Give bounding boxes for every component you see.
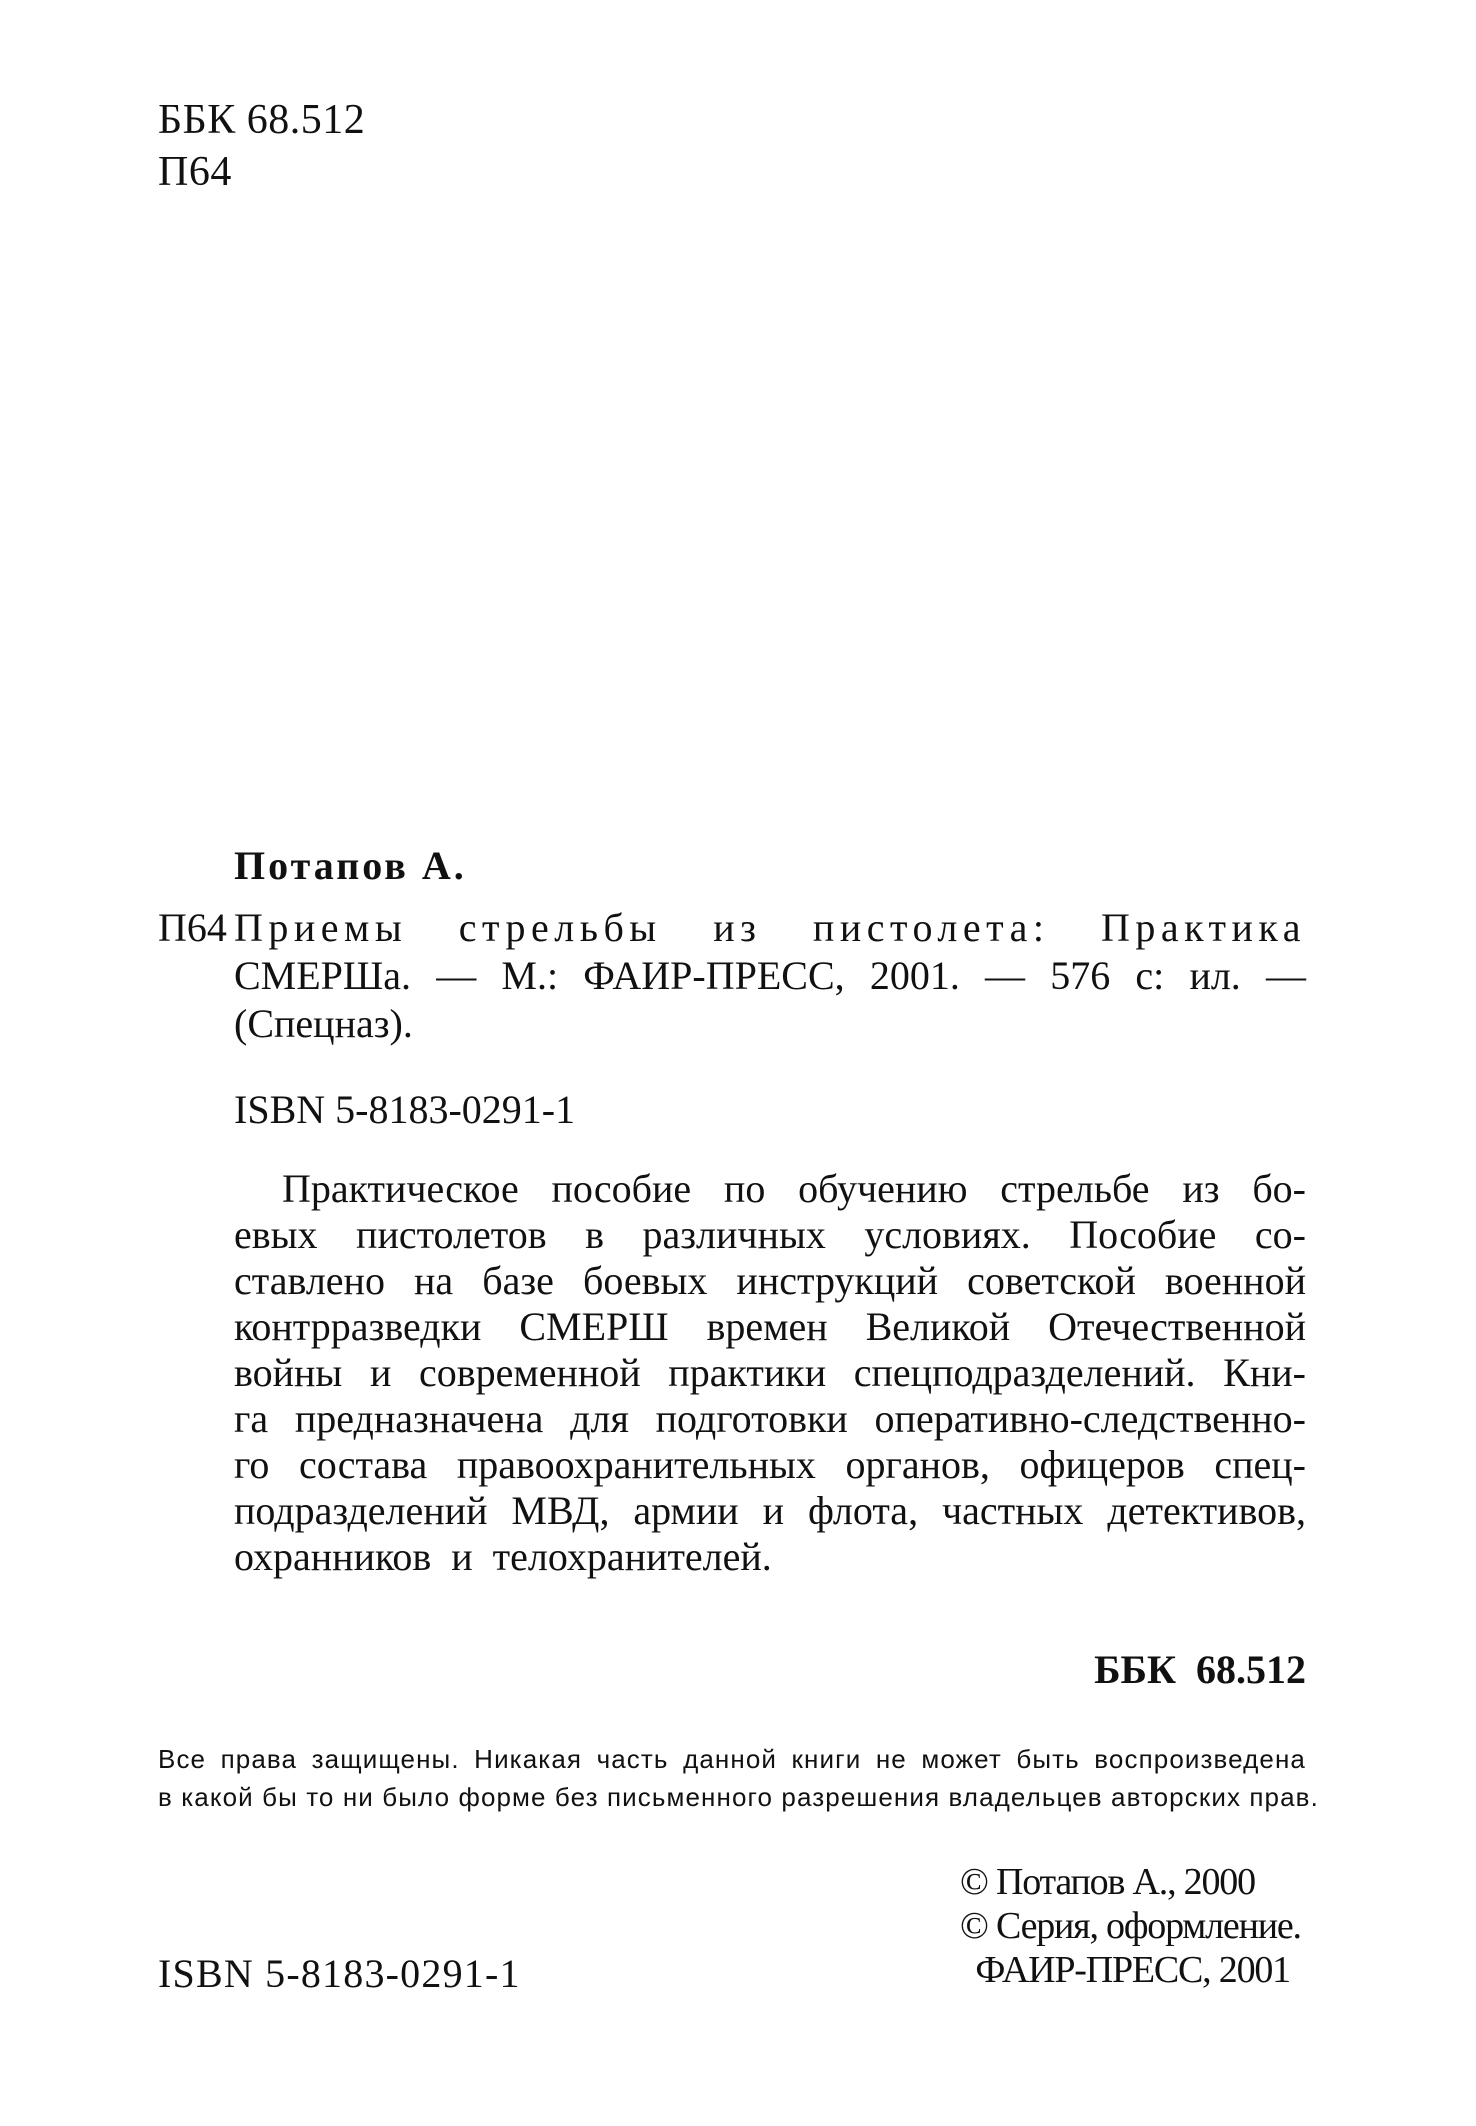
copyright-block — [960, 1860, 1301, 1992]
annotation-line: охранников и телохранителей. — [234, 1534, 772, 1579]
bibliographic-description — [234, 904, 1306, 1048]
annotation-paragraph — [234, 1166, 1306, 1580]
annotation-line: Практическое пособие по обучению стрельбе из бо- — [282, 1166, 1306, 1211]
bib-title-line: Приемы стрельбы из пистолета: Практика — [234, 905, 1306, 950]
record-isbn: ISBN 5-8183-0291-1 — [234, 1087, 576, 1132]
annotation-line: контрразведки СМЕРШ времен Великой Отечественной — [234, 1304, 1306, 1349]
top-bbk-code: ББК 68.512 — [158, 97, 366, 143]
annotation-line: подразделений МВД, армии и флота, частных детективов, — [234, 1488, 1306, 1533]
footer-isbn: ISBN 5-8183-0291-1 — [158, 1951, 521, 1996]
author-name: Потапов А. — [234, 843, 467, 888]
top-author-sign: П64 — [158, 149, 232, 195]
annotation-line: ставлено на базе боевых инструкций советской военной — [234, 1258, 1306, 1303]
annotation-line: го состава правоохранительных органов, офицеров спец- — [234, 1442, 1306, 1487]
bib-series-line: (Спецназ). — [234, 1001, 413, 1046]
rights-notice — [158, 1740, 1319, 1816]
rights-line: в какой бы то ни было форме без письменного разрешения владельцев авторских прав. — [158, 1782, 1319, 1812]
annotation-line: войны и современной практики спецподразделений. Кни- — [234, 1350, 1306, 1395]
copyright-author-line: © Потапов А., 2000 — [960, 1861, 1255, 1903]
rights-line: Все права защищены. Никакая часть данной книги не может быть воспроизведена — [158, 1744, 1306, 1774]
author-sign-index: П64 — [158, 905, 227, 950]
copyright-series-line: © Серия, оформление. — [960, 1905, 1301, 1947]
classification-bbk: ББК 68.512 — [1094, 1647, 1306, 1692]
bib-publisher-line: СМЕРШа. — М.: ФАИР-ПРЕСС, 2001. — 576 с: ил. — — [234, 953, 1306, 998]
copyright-publisher-line: ФАИР-ПРЕСС, 2001 — [975, 1949, 1290, 1991]
annotation-line: евых пистолетов в различных условиях. Пособие со- — [234, 1212, 1306, 1257]
annotation-line: га предназначена для подготовки оперативно-следственно- — [234, 1396, 1306, 1441]
